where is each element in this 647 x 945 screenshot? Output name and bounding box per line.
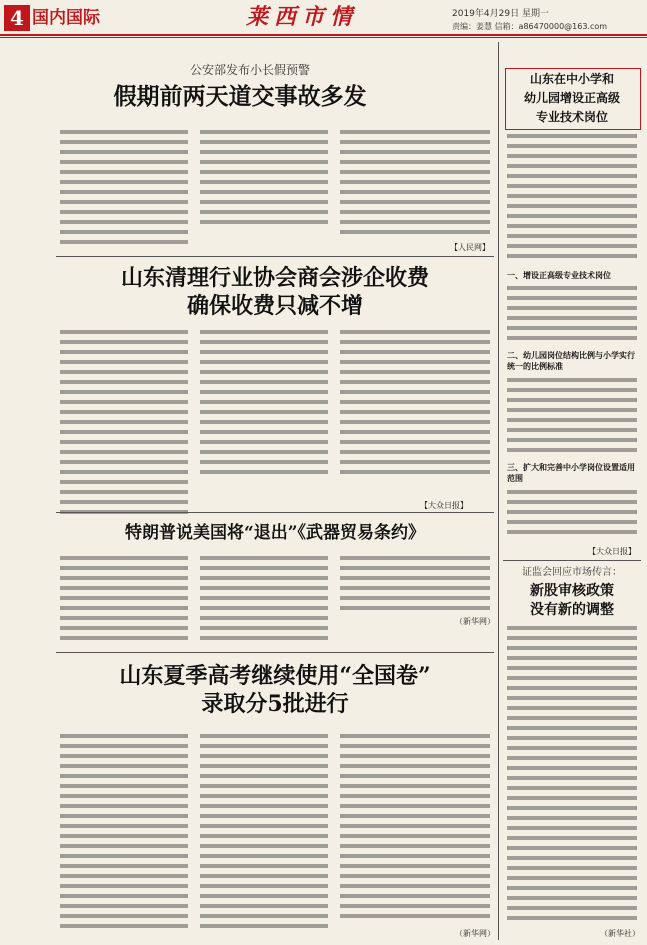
arms-body-col2: [200, 556, 328, 644]
csrc-kicker: 证监会回应市场传言：: [522, 567, 622, 578]
header-rule: [0, 34, 647, 36]
arms-body-col3: [340, 556, 490, 614]
industry-headline-2: 确保收费只减不增: [186, 293, 363, 319]
article-divider: [503, 560, 641, 561]
traffic-headline: 假期前两天道交事故多发: [113, 83, 367, 110]
page-number: 4: [4, 5, 30, 31]
kindergarten-subhead-3: 三、扩大和完善中小学岗位设置适用范围: [507, 463, 635, 483]
article-divider: [56, 512, 494, 513]
csrc-source: （新华社）: [600, 929, 640, 938]
kindergarten-body-2: [507, 286, 637, 346]
article-divider: [56, 652, 494, 653]
masthead: 莱西市情: [246, 4, 359, 30]
gaokao-body-col2: [200, 734, 328, 930]
traffic-body-col2: [200, 130, 328, 228]
traffic-kicker: 公安部发布小长假预警: [189, 63, 310, 77]
industry-body-col3: [340, 330, 490, 480]
industry-headline-1: 山东清理行业协会商会涉企收费: [120, 265, 429, 291]
gaokao-body-col3: [340, 734, 490, 920]
section-title: 国内国际: [32, 8, 100, 28]
kindergarten-subhead-2: 二、幼儿园岗位结构比例与小学实行统一的比例标准: [507, 351, 635, 371]
kindergarten-source: 【大众日报】: [588, 547, 636, 556]
arms-body-col1: [60, 556, 188, 644]
gaokao-source: （新华网）: [455, 929, 495, 938]
arms-headline: 特朗普说美国将“退出”《武器贸易条约》: [124, 523, 426, 543]
gaokao-headline-1: 山东夏季高考继续使用“全国卷”: [119, 663, 431, 689]
csrc-headline-1: 新股审核政策: [530, 583, 614, 599]
kindergarten-subhead-1: 一、增设正高级专业技术岗位: [507, 271, 611, 280]
editor-info: 责编：姜慧 信箱：a86470000@163.com: [452, 22, 608, 31]
traffic-body-col1: [60, 130, 188, 248]
kindergarten-title-1: 山东在中小学和: [529, 72, 614, 86]
kindergarten-title-2: 幼儿园增设正高级: [523, 91, 620, 105]
column-divider: [498, 42, 499, 940]
arms-source: （新华网）: [455, 617, 495, 626]
traffic-body-col3: [340, 130, 490, 238]
industry-body-col2: [200, 330, 328, 480]
industry-source: 【大众日报】: [420, 501, 468, 510]
gaokao-body-col1: [60, 734, 188, 930]
article-divider: [56, 256, 494, 257]
issue-date: 2019年4月29日 星期一: [452, 9, 549, 19]
header-rule-thin: [0, 37, 647, 38]
industry-body-col1: [60, 330, 188, 520]
traffic-source: 【人民网】: [450, 243, 490, 252]
gaokao-headline-2: 录取分5批进行: [201, 691, 349, 717]
kindergarten-body-1: [507, 134, 637, 264]
kindergarten-body-4: [507, 490, 637, 540]
csrc-body: [507, 626, 637, 924]
kindergarten-title-3: 专业技术岗位: [535, 110, 608, 124]
kindergarten-body-3: [507, 378, 637, 458]
csrc-headline-2: 没有新的调整: [530, 602, 614, 618]
